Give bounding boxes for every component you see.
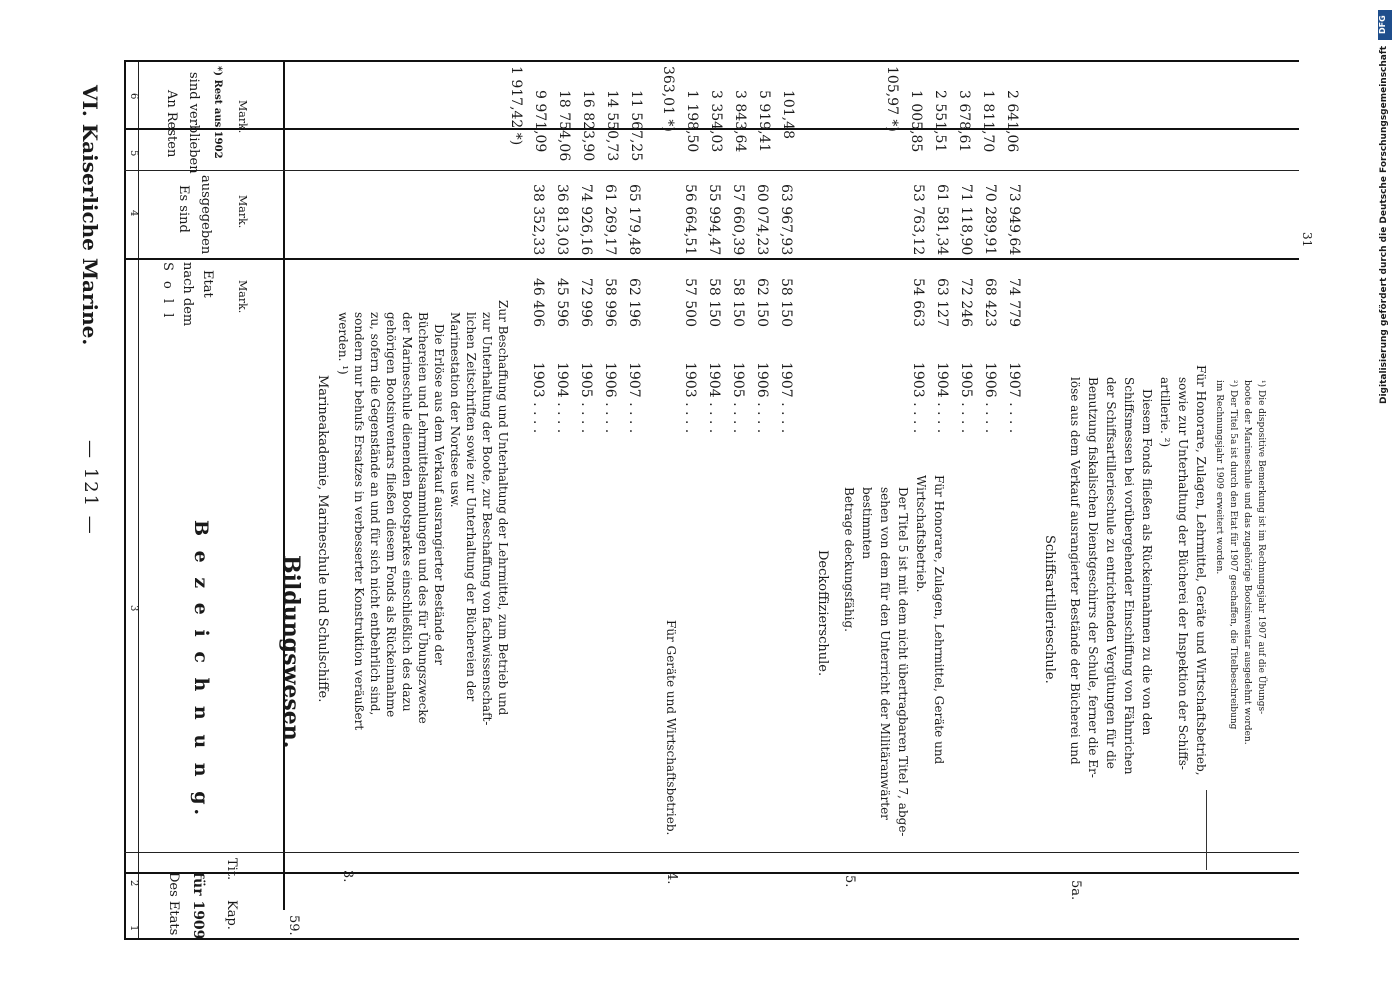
e5a-line: Diesem Fonds fließen als Rückeinnahmen zu die von den	[1140, 389, 1154, 736]
page-title-v: VI. Kaiserliche Marine.	[78, 85, 102, 346]
hdr-ausg-3: Mark.	[236, 195, 249, 229]
rest-value: 101,48	[780, 90, 796, 139]
year-label: 1906 . . . .	[982, 362, 998, 434]
hdr-rest-2: sind verblieben	[186, 72, 201, 174]
hdr-des-etats: Des Etats	[166, 872, 181, 936]
soll-value: 46 406	[530, 278, 546, 327]
colnum-1: 1	[128, 925, 139, 932]
e5a-line: Schiffsmessen bei vorübergehender Einschiffung von Fähnrichen	[1122, 377, 1136, 775]
rule-row-a	[124, 938, 1299, 940]
tit-4: 4.	[664, 872, 679, 885]
e5a-line: löse aus dem Verkauf ausrangierter Bestände der Bücherei und	[1068, 377, 1082, 765]
year-label: 1907 . . . .	[1006, 362, 1022, 434]
hdr-bezeichnung: B e z e i c h n u n g.	[190, 520, 212, 820]
rest-value: 3 843,64	[732, 90, 748, 153]
ausgegeben-value: 61 581,34	[934, 184, 950, 256]
soll-value: 54 663	[910, 278, 926, 327]
rest-value: 11 567,25	[628, 90, 644, 162]
soll-value: 62 196	[626, 278, 642, 327]
soll-value: 45 596	[554, 278, 570, 327]
rest-value: 1 917,42 *)	[508, 66, 524, 146]
hdr-soll-4: Mark.	[236, 280, 249, 314]
e3-line: Zur Beschaffung und Unterhaltung der Lehrmittel, zum Betrieb und	[496, 300, 510, 716]
footnote-line: im Rechnungsjahr 1909 erweitert worden.	[1214, 380, 1224, 575]
hdr-ausg-2: ausgegeben	[198, 175, 213, 255]
e5-line: Für Honorare, Zulagen, Lehrmittel, Geräte und Wirtschaftsbetrieb.	[914, 475, 946, 765]
rest-value: 1 811,70	[980, 90, 996, 153]
soll-value: 58 996	[602, 278, 618, 327]
year-label: 1905 . . . .	[730, 362, 746, 434]
dfg-credit	[1378, 10, 1394, 650]
year-label: 1904 . . . .	[706, 362, 722, 434]
year-label: 1903 . . . .	[682, 362, 698, 434]
soll-value: 57 500	[682, 278, 698, 327]
subsection-deckoffizierschule: Deckoffizierschule.	[815, 550, 830, 677]
ausgegeben-value: 56 664,51	[682, 184, 698, 256]
e3-line: sondern nur behufs Ersatzes in verbesserter Konstruktion veräußert	[352, 312, 366, 731]
soll-value: 58 150	[778, 278, 794, 327]
e3-line: lichen Zeitschriften sowie zur Unterhaltung der Büchereien der	[464, 312, 478, 702]
e5a-line: Für Honorare, Zulagen, Lehrmittel, Geräte und Wirtschaftsbetrieb,	[1194, 365, 1208, 776]
tit-5: 5.	[842, 875, 857, 888]
rule-row-g	[124, 60, 1299, 62]
rest-value: 16 823,90	[580, 90, 596, 162]
page-number-v: — 121 —	[80, 440, 101, 536]
colnum-4: 4	[128, 210, 139, 217]
rest-value: 18 754,06	[556, 90, 572, 162]
rule-colnum	[138, 60, 139, 940]
entry-3-text	[335, 300, 511, 860]
year-label: 1905 . . . .	[958, 362, 974, 434]
rest-value: 2 551,51	[932, 90, 948, 153]
e3-line: Die Erlöse aus dem Verkauf ausrangierter Bestände der	[432, 324, 446, 666]
hdr-ausg-1: Es sind	[176, 185, 191, 233]
ausgegeben-value: 53 763,12	[910, 184, 926, 256]
ausgegeben-value: 61 269,17	[602, 184, 618, 256]
footnote-rule	[1206, 790, 1207, 870]
rule-top	[124, 60, 126, 940]
soll-value: 63 127	[934, 278, 950, 327]
e5-line: sehen von dem für den Unterricht der Militäranwärter bestimmten	[860, 487, 892, 820]
e3-line: zur Unterhaltung der Boote, zur Beschaffung von fachwissenschaft-	[480, 312, 494, 726]
colnum-6: 6	[128, 93, 139, 100]
hdr-rest-1: An Resten	[164, 90, 179, 158]
footnote-line: ²) Der Titel 5a ist durch den Etat für 1907 geschaffen, die Titelbeschreibung	[1228, 380, 1238, 730]
e5-line: Betrage deckungsfähig.	[842, 487, 856, 632]
rule-row-d	[124, 258, 1299, 260]
soll-value: 58 150	[706, 278, 722, 327]
year-label: 1906 . . . .	[754, 362, 770, 434]
dfg-logo: DFG	[1378, 10, 1392, 40]
entry-5-text	[840, 475, 948, 865]
rest-value: 363,01 *)	[660, 66, 676, 132]
e5-line: Der Titel 5 ist mit dem nicht übertragbaren Titel 7, abge-	[896, 487, 910, 837]
subsection-marineakademie: Marineakademie, Marineschule und Schulschiffe.	[315, 375, 330, 703]
e5a-line: artillerie. ²)	[1158, 377, 1172, 448]
ausgegeben-value: 70 289,91	[982, 184, 998, 256]
year-label: 1905 . . . .	[578, 362, 594, 434]
rule-row-e	[124, 170, 1299, 171]
e3-line: zu, sofern die Gegenstände an und für sich nicht entbehrlich sind,	[368, 312, 382, 716]
rest-value: 3 678,61	[956, 90, 972, 153]
colnum-2: 2	[128, 880, 139, 887]
soll-value: 72 996	[578, 278, 594, 327]
year-label: 1904 . . . .	[934, 362, 950, 434]
rest-value: 1 005,85	[908, 90, 924, 153]
rest-value: 1 198,50	[684, 90, 700, 153]
year-label: 1903 . . . .	[910, 362, 926, 434]
section-bildungswesen: Bildungswesen.	[278, 555, 304, 749]
e3-line: Büchereien und Lehrmittelsammlungen und des für Übungszwecke	[416, 312, 430, 724]
hdr-tit: Tit.	[224, 858, 239, 881]
hdr-rest-4: Mark.	[236, 100, 249, 134]
year-label: 1907 . . . .	[626, 362, 642, 434]
rule-header-bottom	[283, 60, 285, 910]
hdr-kap: Kap.	[224, 900, 239, 930]
entry-5a-text	[1066, 365, 1210, 865]
footer-page: 31	[1300, 232, 1314, 248]
e3-line: werden. ¹)	[336, 312, 350, 375]
colnum-3: 3	[128, 605, 139, 612]
ausgegeben-value: 57 660,39	[730, 184, 746, 256]
year-label: 1903 . . . .	[530, 362, 546, 434]
ausgegeben-value: 55 994,47	[706, 184, 722, 256]
e5a-line: der Schiffsartillerieschule zu entrichtenden Vergütungen für die	[1104, 377, 1118, 769]
ausgegeben-value: 74 926,16	[578, 184, 594, 256]
colnum-5: 5	[128, 150, 139, 157]
e5a-line: sowie zur Unterhaltung der Bücherei der Inspektion der Schiffs-	[1176, 377, 1190, 770]
hdr-soll-2: nach dem	[180, 262, 195, 327]
soll-value: 62 150	[754, 278, 770, 327]
ausgegeben-value: 73 949,64	[1006, 184, 1022, 256]
ausgegeben-value: 65 179,48	[626, 184, 642, 256]
hdr-soll-3: Etat	[200, 270, 215, 298]
footnote-line: boote der Marineschule und das zugehörige Bootsinventar ausgedehnt worden.	[1242, 380, 1252, 745]
ausgegeben-value: 63 967,93	[778, 184, 794, 256]
rest-value: 9 971,09	[532, 90, 548, 153]
rest-value: 3 354,03	[708, 90, 724, 153]
soll-value: 68 423	[982, 278, 998, 327]
ausgegeben-value: 71 118,90	[958, 184, 974, 256]
tit-3: 3.	[340, 870, 355, 883]
soll-value: 58 150	[730, 278, 746, 327]
rest-value: 14 550,73	[604, 90, 620, 162]
e3-line: Marinestation der Nordsee usw.	[448, 312, 462, 508]
footnote-line: ¹) Die dispositive Bemerkung ist im Rechnungsjahr 1907 auf die Übungs-	[1256, 380, 1266, 715]
soll-value: 72 246	[958, 278, 974, 327]
soll-value: 74 779	[1006, 278, 1022, 327]
hdr-rest-3: *) Rest aus 1902	[212, 66, 223, 159]
subsection-schiffsartillerieschule: Schiffsartillerieschule.	[1042, 535, 1057, 684]
hdr-soll-1: S o l l	[160, 262, 175, 321]
kap-59: 59.	[286, 915, 301, 936]
ausgegeben-value: 38 352,33	[530, 184, 546, 256]
e3-line: gehörigen Bootsinventars fließen diesem Fonds als Rückeinnahme	[384, 312, 398, 718]
year-label: 1906 . . . .	[602, 362, 618, 434]
tit-5a: 5a.	[1068, 880, 1083, 901]
rule-row-b	[124, 872, 1299, 874]
year-label: 1904 . . . .	[554, 362, 570, 434]
hdr-fuer-1909: für 1909	[190, 872, 206, 940]
rest-value: 105,97 *)	[884, 66, 900, 132]
entry-4-text: Für Geräte und Wirtschaftsbetrieb.	[664, 620, 678, 836]
ausgegeben-value: 36 813,03	[554, 184, 570, 256]
rest-value: 5 919,41	[756, 90, 772, 153]
rest-value: 2 641,06	[1004, 90, 1020, 153]
e3-line: der Marineschule dienenden Bootsparkes einschließlich des dazu	[400, 312, 414, 712]
ausgegeben-value: 60 074,23	[754, 184, 770, 256]
year-label: 1907 . . . .	[778, 362, 794, 434]
footnotes	[1212, 380, 1268, 870]
e5a-line: Benutzung fiskalischen Dienstgeschirrs der Schule, ferner die Er-	[1086, 377, 1100, 778]
dfg-credit-text: Digitalisierung gefördert durch die Deutsche Forschungsgemeinschaft	[1379, 46, 1389, 405]
